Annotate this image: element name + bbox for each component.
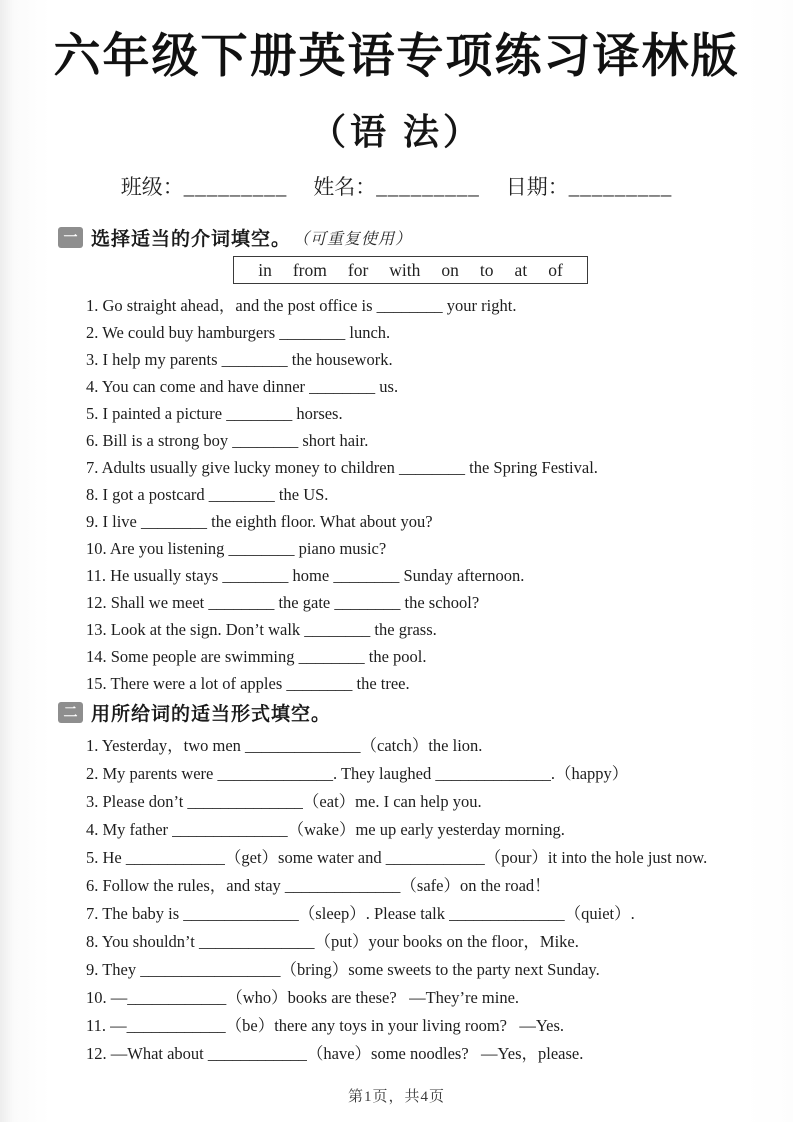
exercise-item: 5. I painted a picture ________ horses. bbox=[86, 404, 343, 423]
date-blank-line: _________ bbox=[568, 175, 673, 199]
date-field bbox=[506, 172, 673, 202]
name-label: 姓名： bbox=[313, 175, 377, 199]
exercise-item: 8. I got a postcard ________ the US. bbox=[86, 485, 329, 504]
exercise-item: 7. The baby is ______________（sleep）. Please talk ______________（quiet）. bbox=[86, 904, 635, 923]
word-bank-item: at bbox=[514, 260, 528, 280]
exercise-item: 5. He ____________（get）some water and ____________（pour）it into the hole just now. bbox=[86, 848, 708, 867]
exercise-item: 8. You shouldn’t ______________（put）your books on the floor，Mike. bbox=[86, 932, 579, 951]
exercise-item: 11. He usually stays ________ home ________ Sunday afternoon. bbox=[86, 566, 525, 585]
word-bank-item: of bbox=[548, 260, 563, 280]
page-number-footer: 第1页，共4页 bbox=[347, 1089, 445, 1105]
exercise-item: 10. Are you listening ________ piano music? bbox=[86, 539, 387, 558]
section-one-marker: 一 bbox=[58, 227, 83, 248]
exercise-item: 1. Yesterday，two men ______________（catch）the lion. bbox=[86, 736, 483, 755]
exercise-item: 12. —What about ____________（have）some noodles? —Yes，please. bbox=[86, 1044, 584, 1063]
exercise-item: 4. My father ______________（wake）me up early yesterday morning. bbox=[86, 820, 565, 839]
word-bank-item: in bbox=[258, 260, 272, 280]
section-one-heading: 选择适当的介词填空。 bbox=[91, 228, 292, 250]
student-info-row bbox=[0, 172, 793, 202]
section-one-note: （可重复使用） bbox=[293, 230, 413, 248]
word-bank-item: to bbox=[479, 260, 494, 280]
preposition-word-bank bbox=[233, 256, 588, 284]
exercise-item: 15. There were a lot of apples ________ the tree. bbox=[86, 674, 410, 693]
exercise-item: 3. Please don’t ______________（eat）me. I can help you. bbox=[86, 792, 482, 811]
exercise-item: 1. Go straight ahead，and the post office is ________ your right. bbox=[86, 296, 517, 315]
exercise-item: 13. Look at the sign. Don’t walk ________ the grass. bbox=[86, 620, 437, 639]
word-bank-item: on bbox=[441, 260, 459, 280]
section-two-marker: 二 bbox=[58, 702, 83, 723]
class-label: 班级： bbox=[120, 175, 184, 199]
exercise-item: 3. I help my parents ________ the housework. bbox=[86, 350, 393, 369]
word-bank-item: from bbox=[292, 260, 327, 280]
exercise-item: 9. They _________________（bring）some sweets to the party next Sunday. bbox=[86, 960, 600, 979]
name-field bbox=[313, 172, 480, 202]
exercise-item: 2. We could buy hamburgers ________ lunch. bbox=[86, 323, 391, 342]
date-label: 日期： bbox=[505, 175, 569, 199]
exercise-item: 12. Shall we meet ________ the gate ________ the school? bbox=[86, 593, 480, 612]
exercise-item: 10. —____________（who）books are these? —They’re mine. bbox=[86, 988, 520, 1007]
exercise-item: 6. Follow the rules，and stay ______________（safe）on the road！ bbox=[86, 876, 551, 895]
section-one-items bbox=[0, 292, 793, 697]
exercise-item: 7. Adults usually give lucky money to children ________ the Spring Festival. bbox=[86, 458, 598, 477]
word-bank-item: with bbox=[389, 260, 421, 280]
exercise-item: 2. My parents were ______________. They laughed ______________.（happy） bbox=[86, 764, 629, 783]
section-one-header bbox=[58, 224, 793, 250]
word-bank-item: for bbox=[347, 260, 369, 280]
page-subtitle: （语 法） bbox=[309, 112, 483, 152]
name-blank-line: _________ bbox=[376, 175, 480, 199]
exercise-item: 14. Some people are swimming ________ the pool. bbox=[86, 647, 427, 666]
exercise-item: 9. I live ________ the eighth floor. What about you? bbox=[86, 512, 433, 531]
exercise-item: 6. Bill is a strong boy ________ short hair. bbox=[86, 431, 369, 450]
exercise-item: 11. —____________（be）there any toys in your living room? —Yes. bbox=[86, 1016, 565, 1035]
page-title: 六年级下册英语专项练习译林版 bbox=[53, 31, 740, 83]
section-two-header bbox=[58, 699, 793, 725]
exercise-item: 4. You can come and have dinner ________ us. bbox=[86, 377, 399, 396]
class-blank-line: _________ bbox=[183, 175, 288, 199]
section-two-items bbox=[0, 732, 793, 1068]
section-two-heading: 用所给词的适当形式填空。 bbox=[91, 703, 332, 725]
class-field bbox=[121, 172, 288, 202]
